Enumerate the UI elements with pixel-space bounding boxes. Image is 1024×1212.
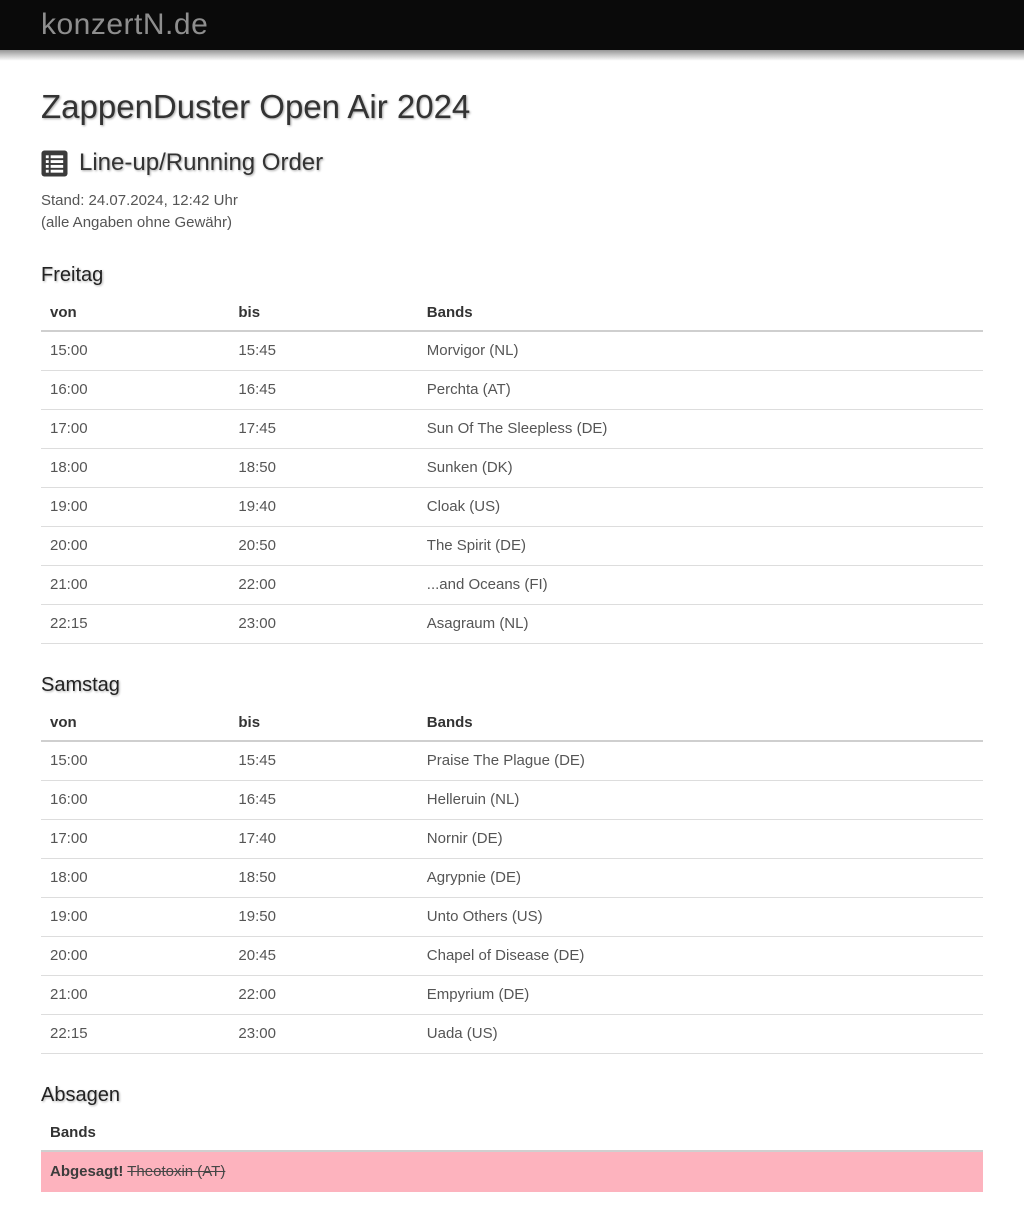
schedule-row — [41, 527, 983, 566]
cancellations-heading: Absagen — [41, 1084, 120, 1106]
start-time: 16:00 — [41, 371, 229, 410]
column-header-von: von — [41, 707, 229, 741]
band-name: Nornir (DE) — [418, 820, 983, 859]
end-time: 16:45 — [229, 371, 417, 410]
masthead-shadow — [0, 50, 1024, 62]
schedule-table — [41, 707, 983, 1054]
cancellations-table — [41, 1117, 983, 1192]
schedule-row — [41, 781, 983, 820]
schedule-row — [41, 410, 983, 449]
start-time: 18:00 — [41, 449, 229, 488]
start-time: 15:00 — [41, 331, 229, 371]
start-time: 17:00 — [41, 410, 229, 449]
day-section-samstag — [41, 674, 983, 1054]
end-time: 22:00 — [229, 566, 417, 605]
end-time: 17:40 — [229, 820, 417, 859]
band-name: ...and Oceans (FI) — [418, 566, 983, 605]
end-time: 22:00 — [229, 976, 417, 1015]
disclaimer-line: (alle Angaben ohne Gewähr) — [41, 214, 232, 231]
column-header-von: von — [41, 297, 229, 331]
end-time: 20:50 — [229, 527, 417, 566]
page-title: ZappenDuster Open Air 2024 — [41, 88, 471, 125]
cancelled-band-cell — [41, 1151, 983, 1192]
cancelled-band-row — [41, 1151, 983, 1192]
end-time: 15:45 — [229, 331, 417, 371]
band-name: Unto Others (US) — [418, 898, 983, 937]
day-heading: Freitag — [41, 264, 104, 286]
schedule-row — [41, 371, 983, 410]
start-time: 17:00 — [41, 820, 229, 859]
end-time: 18:50 — [229, 859, 417, 898]
schedule-row — [41, 488, 983, 527]
cancelled-label: Abgesagt! — [50, 1163, 124, 1180]
day-schedules — [41, 264, 983, 1054]
end-time: 19:50 — [229, 898, 417, 937]
day-section-freitag — [41, 264, 983, 644]
column-header-bands: Bands — [418, 707, 983, 741]
schedule-header-row — [41, 707, 983, 741]
band-name: Chapel of Disease (DE) — [418, 937, 983, 976]
end-time: 23:00 — [229, 1015, 417, 1054]
start-time: 18:00 — [41, 859, 229, 898]
column-header-bis: bis — [229, 707, 417, 741]
band-name: The Spirit (DE) — [418, 527, 983, 566]
end-time: 19:40 — [229, 488, 417, 527]
band-name: Cloak (US) — [418, 488, 983, 527]
band-name: Helleruin (NL) — [418, 781, 983, 820]
start-time: 19:00 — [41, 898, 229, 937]
start-time: 22:15 — [41, 1015, 229, 1054]
end-time: 15:45 — [229, 741, 417, 781]
start-time: 15:00 — [41, 741, 229, 781]
schedule-row — [41, 976, 983, 1015]
masthead — [0, 0, 1024, 50]
schedule-row — [41, 1015, 983, 1054]
column-header-bands: Bands — [418, 297, 983, 331]
cancelled-band-name: Theotoxin (AT) — [127, 1163, 226, 1180]
start-time: 20:00 — [41, 527, 229, 566]
band-name: Uada (US) — [418, 1015, 983, 1054]
schedule-header-row — [41, 297, 983, 331]
band-name: Agrypnie (DE) — [418, 859, 983, 898]
stand-line: Stand: 24.07.2024, 12:42 Uhr — [41, 192, 238, 209]
start-time: 21:00 — [41, 976, 229, 1015]
cancellations-section — [41, 1084, 983, 1192]
start-time: 21:00 — [41, 566, 229, 605]
lineup-heading-label: Line-up/Running Order — [79, 149, 324, 176]
schedule-row — [41, 566, 983, 605]
band-name: Asagraum (NL) — [418, 605, 983, 644]
start-time: 19:00 — [41, 488, 229, 527]
start-time: 16:00 — [41, 781, 229, 820]
day-heading: Samstag — [41, 674, 120, 696]
band-name: Sun Of The Sleepless (DE) — [418, 410, 983, 449]
schedule-row — [41, 898, 983, 937]
schedule-row — [41, 331, 983, 371]
start-time: 20:00 — [41, 937, 229, 976]
band-name: Sunken (DK) — [418, 449, 983, 488]
list-icon — [41, 150, 68, 177]
band-name: Morvigor (NL) — [418, 331, 983, 371]
schedule-row — [41, 937, 983, 976]
band-name: Empyrium (DE) — [418, 976, 983, 1015]
end-time: 20:45 — [229, 937, 417, 976]
band-name: Praise The Plague (DE) — [418, 741, 983, 781]
schedule-row — [41, 605, 983, 644]
end-time: 16:45 — [229, 781, 417, 820]
cancellations-header-row — [41, 1117, 983, 1151]
schedule-row — [41, 820, 983, 859]
schedule-row — [41, 741, 983, 781]
band-name: Perchta (AT) — [418, 371, 983, 410]
schedule-table — [41, 297, 983, 644]
site-logo[interactable]: konzertN.de — [41, 8, 209, 41]
lineup-heading — [41, 149, 983, 177]
column-header-bis: bis — [229, 297, 417, 331]
end-time: 23:00 — [229, 605, 417, 644]
schedule-row — [41, 859, 983, 898]
main-content — [0, 88, 1024, 1212]
column-header-bands: Bands — [41, 1117, 983, 1151]
end-time: 17:45 — [229, 410, 417, 449]
end-time: 18:50 — [229, 449, 417, 488]
start-time: 22:15 — [41, 605, 229, 644]
schedule-row — [41, 449, 983, 488]
